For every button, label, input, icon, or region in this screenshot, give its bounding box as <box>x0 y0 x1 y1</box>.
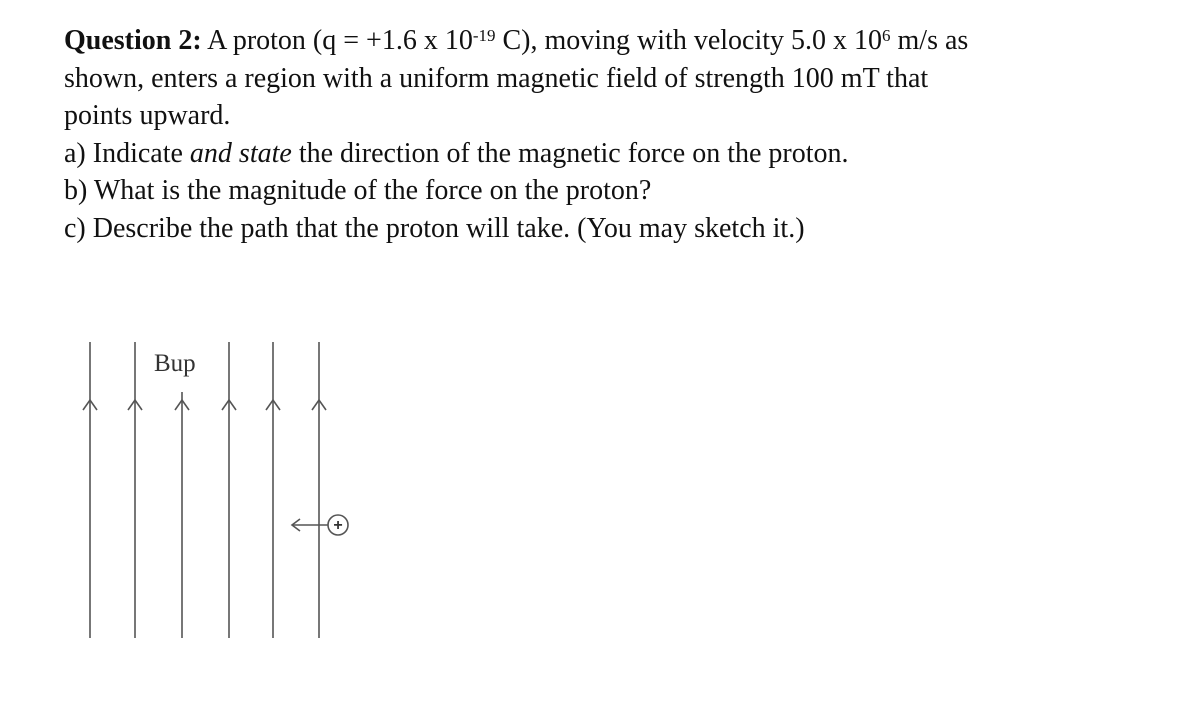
part-a-emphasis: and state <box>189 137 292 169</box>
question-line-1 <box>64 22 1164 60</box>
field-line <box>175 392 189 638</box>
magnetic-field-figure <box>70 322 370 652</box>
part-c: c) Describe the path that the proton will take. (You may sketch it.) <box>64 212 805 244</box>
part-a-suffix: the direction of the magnetic force on the proton. <box>291 137 849 169</box>
question-text <box>64 22 1164 247</box>
field-line <box>266 342 280 638</box>
field-line <box>222 342 236 638</box>
part-a-prefix: a) Indicate <box>64 137 190 169</box>
charge-text: A proton (q = +1.6 x 10 <box>201 25 473 56</box>
field-line <box>128 342 142 638</box>
field-diagram <box>70 322 370 652</box>
charge-exponent: -19 <box>472 26 496 45</box>
velocity-arrow <box>292 519 328 531</box>
question-label: Question 2: <box>64 25 202 56</box>
velocity-exponent: 6 <box>882 26 891 45</box>
question-line-2: shown, enters a region with a uniform magnetic field of strength 100 mT that <box>64 62 929 94</box>
velocity-text: C), moving with velocity 5.0 x 10 <box>495 25 883 56</box>
field-line <box>312 342 326 638</box>
field-label: Bup <box>154 350 196 377</box>
part-b: b) What is the magnitude of the force on the proton? <box>64 175 652 206</box>
question-line-3: points upward. <box>64 100 231 131</box>
proton-symbol: + <box>333 517 343 534</box>
part-a <box>64 135 1164 173</box>
field-line <box>83 342 97 638</box>
units-text: m/s as <box>890 25 969 56</box>
